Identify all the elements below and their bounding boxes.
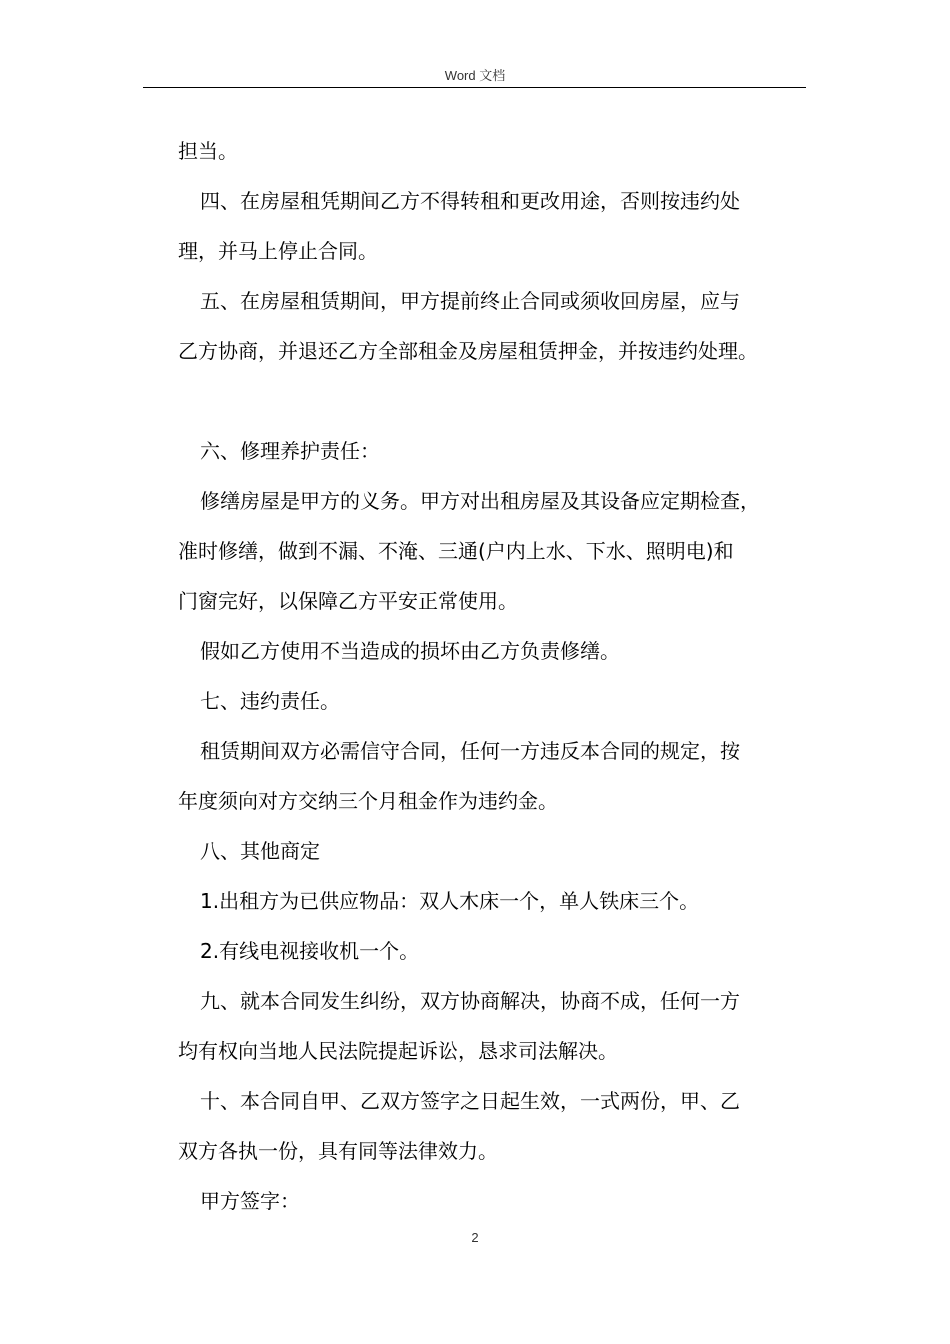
section-heading: 八、其他商定 (200, 839, 320, 863)
text-line: 乙方协商，并退还乙方全部租金及房屋租赁押金，并按违约处理。 (178, 339, 758, 363)
page-number: 2 (471, 1230, 479, 1245)
text-line: 理，并马上停止合同。 (178, 239, 378, 263)
text-line: 四、在房屋租凭期间乙方不得转租和更改用途，否则按违约处 (200, 189, 740, 213)
list-item: 2.有线电视接收机一个。 (200, 939, 420, 963)
signature-label: 甲方签字： (200, 1189, 300, 1213)
list-item: 1.出租方为已供应物品：双人木床一个，单人铁床三个。 (200, 889, 700, 913)
text-line: 均有权向当地人民法院提起诉讼，恳求司法解决。 (178, 1039, 618, 1063)
document-body (178, 126, 818, 1226)
text-line: 双方各执一份，具有同等法律效力。 (178, 1139, 498, 1163)
text-line: 十、本合同自甲、乙双方签字之日起生效，一式两份，甲、乙 (200, 1089, 740, 1113)
text-line: 假如乙方使用不当造成的损坏由乙方负责修缮。 (200, 639, 620, 663)
text-line: 修缮房屋是甲方的义务。甲方对出租房屋及其设备应定期检查， (200, 489, 760, 513)
section-heading: 七、违约责任。 (200, 689, 340, 713)
text-line: 年度须向对方交纳三个月租金作为违约金。 (178, 789, 558, 813)
header-divider (143, 87, 806, 88)
text-line: 九、就本合同发生纠纷，双方协商解决，协商不成，任何一方 (200, 989, 740, 1013)
text-line: 五、在房屋租赁期间，甲方提前终止合同或须收回房屋，应与 (200, 289, 740, 313)
text-line: 担当。 (178, 139, 238, 163)
text-line: 门窗完好，以保障乙方平安正常使用。 (178, 589, 518, 613)
section-heading: 六、修理养护责任： (200, 439, 380, 463)
page-header-title: Word 文档 (444, 68, 506, 83)
text-line: 租赁期间双方必需信守合同，任何一方违反本合同的规定，按 (200, 739, 740, 763)
text-line: 准时修缮，做到不漏、不淹、三通(户内上水、下水、照明电)和 (178, 539, 734, 563)
paragraph-gap (178, 376, 818, 426)
